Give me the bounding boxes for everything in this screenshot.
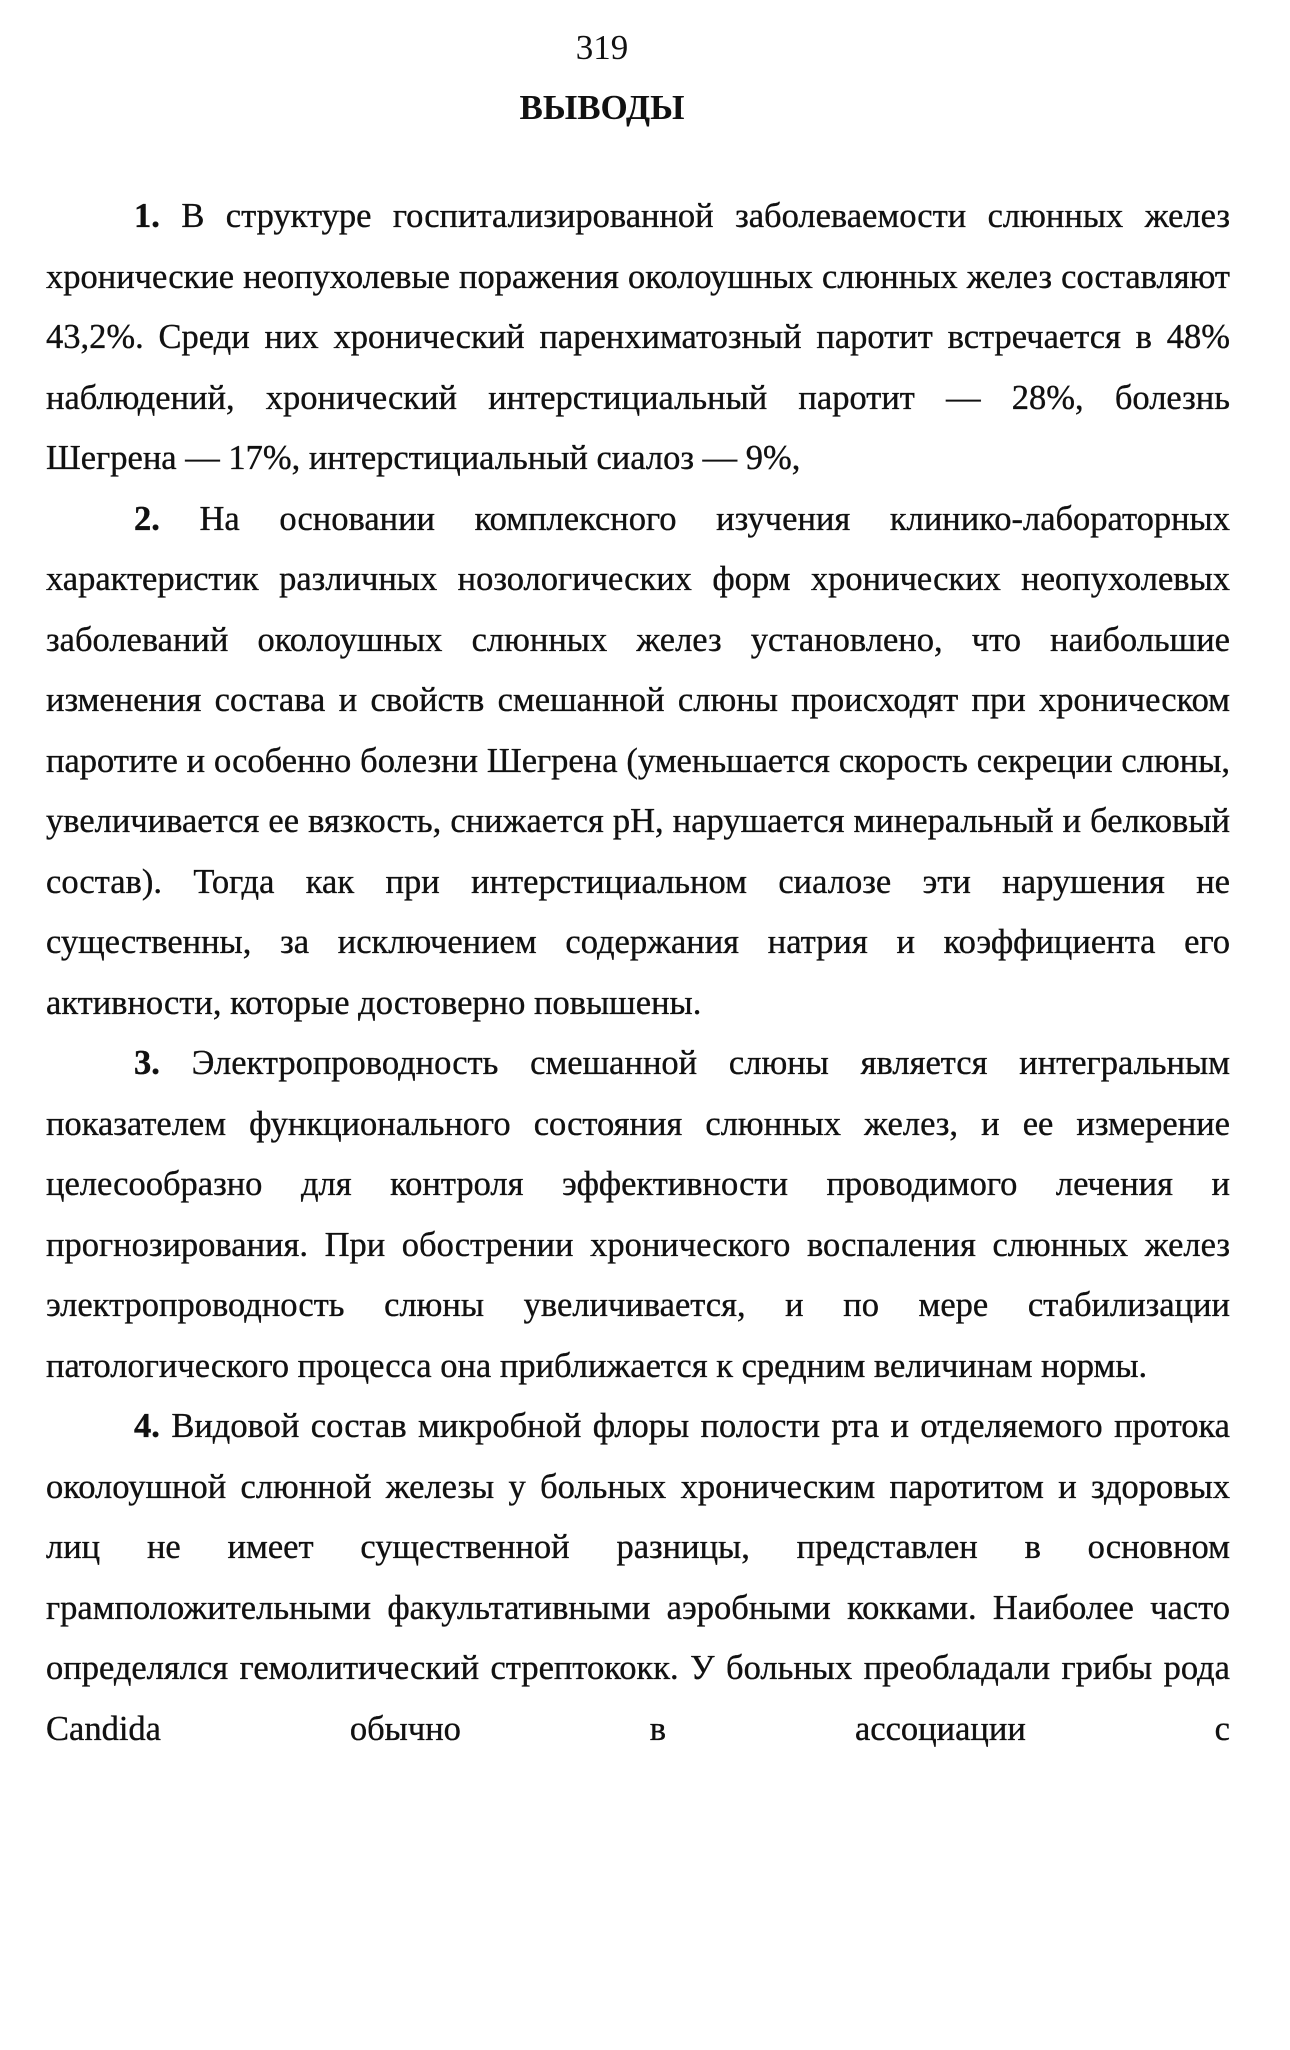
conclusion-number: 1.: [134, 197, 160, 235]
conclusion-item-3: [46, 1033, 1230, 1396]
conclusion-text: На основании комплексного изучения клинико-лабораторных характеристик различных нозологических форм хронических неопухолевых заболеваний околоушных слюнных желез установлено, что наибольшие изменения состава и свойств смешанной слюны происходят при хроническом паротите и особенно болезни Шегрена (уменьшается скорость секреции слюны, увеличивается ее вязкость, снижается pH, нарушается минеральный и белковый состав). Тогда как при интерстициальном сиалозе эти нарушения не существенны, за исключением содержания натрия и коэффициента его активности, которые достоверно повышены.: [46, 499, 1230, 1022]
conclusions-list: [46, 186, 1230, 1759]
conclusion-text: Электропроводность смешанной слюны является интегральным показателем функционального состояния слюнных желез, и ее измерение целесообразно для контроля эффективности проводимого лечения и прогнозирования. При обострении хронического воспаления слюнных желез электропроводность слюны увеличивается, и по мере стабилизации патологического процесса она приближается к средним величинам нормы.: [46, 1044, 1230, 1385]
conclusion-number: 2.: [134, 499, 160, 538]
page-number: 319: [575, 28, 629, 67]
conclusion-number: 3.: [134, 1044, 160, 1082]
section-heading: ВЫВОДЫ: [519, 88, 685, 127]
conclusion-text: В структуре госпитализированной заболеваемости слюнных желез хронические неопухолевые поражения околоушных слюнных желез составляют 43,2%. Среди них хронический паренхиматозный паротит встречается в 48% наблюдений, хронический интерстициальный паротит — 28%, болезнь Шегрена — 17%, интерстициальный сиалоз — 9%,: [46, 197, 1230, 477]
conclusion-item-2: [46, 489, 1230, 1034]
conclusion-item-1: [46, 186, 1230, 489]
conclusion-item-4: [46, 1396, 1230, 1759]
conclusion-text: Видовой состав микробной флоры полости рта и отделяемого протока околоушной слюнной железы у больных хроническим паротитом и здоровых лиц не имеет существенной разницы, представлен в основном грамположительными факультативными аэробными кокками. Наиболее часто определялся гемолитический стрептококк. У больных преобладали грибы рода Candida обычно в ассоциации с: [46, 1407, 1230, 1748]
conclusion-number: 4.: [134, 1407, 160, 1445]
